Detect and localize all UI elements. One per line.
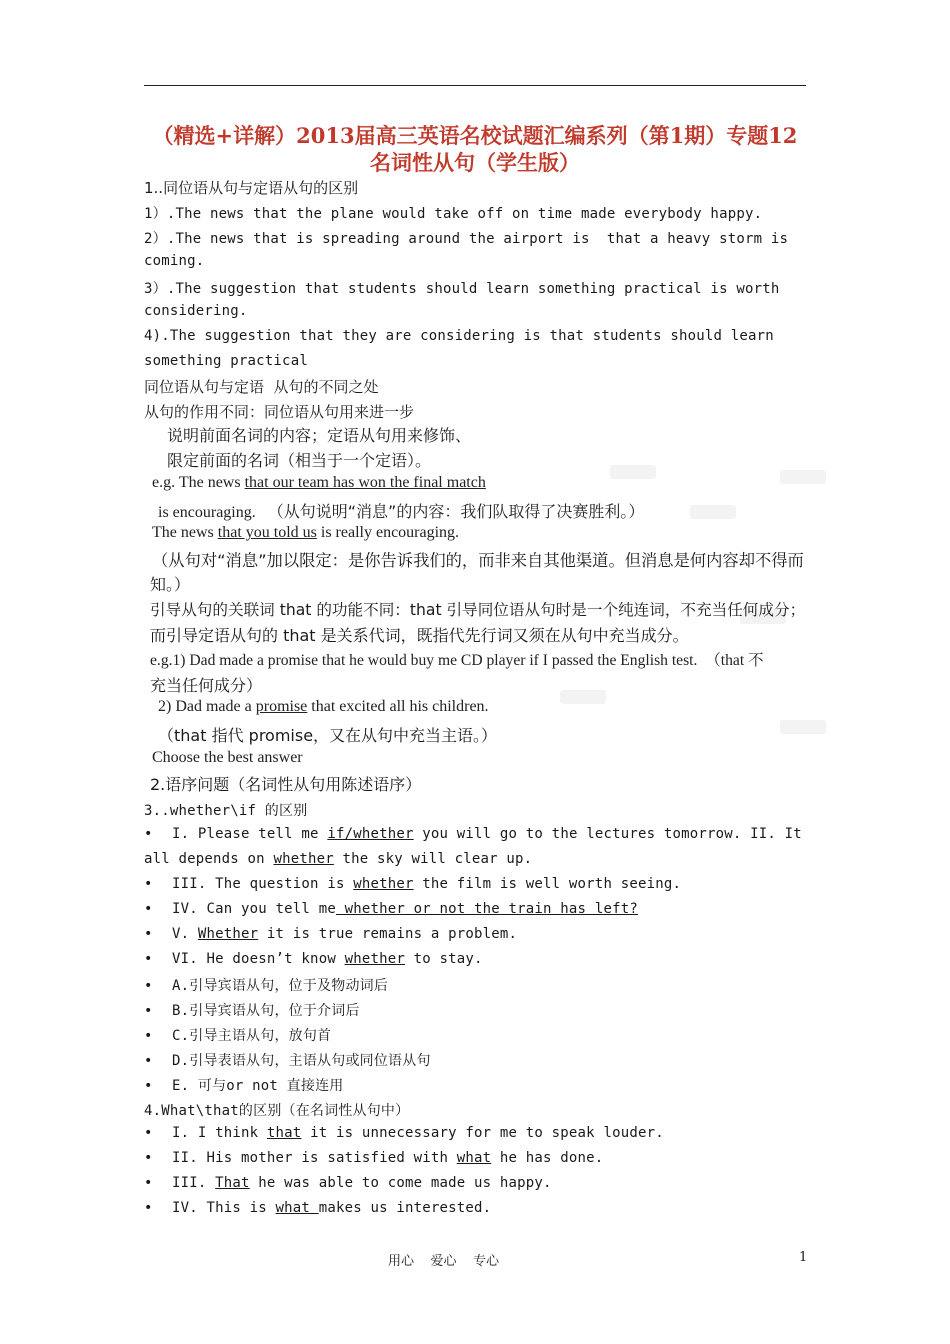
document-title: （精选+详解）2013届高三英语名校试题汇编系列（第1期）专题12 名词性从句（学生版）: [152, 123, 798, 175]
example-eg4: [158, 698, 489, 716]
bullet: •: [144, 951, 153, 967]
footer-motto: 用心 爱心 专心: [388, 1254, 500, 1269]
item-text: it is true remains a problem.: [258, 926, 518, 942]
bullet: •: [144, 1053, 153, 1069]
relative-word-line-1: 引导从句的关联词 that 的功能不同：that 引导同位语从句时是一个纯连词，不充当任何成分；: [150, 601, 806, 619]
clause-role-text: 从句的作用不同：同位语从句用来进一步: [144, 403, 415, 421]
list-item: [144, 1050, 431, 1070]
list-item: [144, 1000, 360, 1020]
bullet: •: [144, 1078, 153, 1094]
bullet: •: [144, 1175, 153, 1191]
item-text: it is unnecessary for me to speak louder.: [301, 1125, 664, 1141]
list-item-continuation: [144, 851, 532, 867]
list-item: [144, 826, 802, 842]
bullet: •: [144, 876, 153, 892]
item-text: B.引导宾语从句，位于介词后: [172, 1003, 360, 1019]
note-line-2b: 知。）: [150, 575, 191, 594]
bullet: •: [144, 1200, 153, 1216]
bullet: •: [144, 1150, 153, 1166]
item-text: II. His mother is satisfied with: [172, 1150, 457, 1166]
item-text: you will go to the lectures tomorrow. II. It: [413, 826, 802, 842]
item-text: III. The question is: [172, 876, 354, 892]
item-underlined: whether: [353, 876, 414, 892]
example-line-3b: considering.: [144, 303, 248, 319]
item-text: III.: [172, 1175, 216, 1191]
list-item: [144, 1175, 552, 1191]
item-text: C.引导主语从句，放句首: [172, 1028, 332, 1044]
item-underlined: if/whether: [327, 826, 414, 842]
section-3-heading: 3..whether\if 的区别: [144, 803, 308, 819]
list-item: [144, 1125, 664, 1141]
bullet: •: [144, 978, 153, 994]
watermark-mark: [780, 470, 826, 484]
page-number: 1: [799, 1250, 808, 1265]
item-text: I. I think: [172, 1125, 267, 1141]
difference-heading: 同位语从句与定语 从句的不同之处: [144, 378, 379, 396]
item-text: D.引导表语从句，主语从句或同位语从句: [172, 1053, 431, 1069]
list-item: [144, 1150, 603, 1166]
bullet: •: [144, 1003, 153, 1019]
eg2-suffix: is really encouraging.: [316, 524, 460, 541]
item-underlined: whether: [344, 951, 405, 967]
eg2-prefix: The news: [152, 524, 218, 541]
example-line-3: 3）.The suggestion that students should learn something practical is worth: [144, 281, 780, 297]
item-text: A.引导宾语从句，位于及物动词后: [172, 978, 389, 994]
example-line-4b: something practical: [144, 353, 308, 369]
list-item: [144, 951, 483, 967]
item-text: the film is well worth seeing.: [413, 876, 682, 892]
item-text: he has done.: [491, 1150, 604, 1166]
note-line-a1: 说明前面名词的内容；定语从句用来修饰、: [167, 426, 472, 445]
item-underlined: that: [266, 1125, 302, 1141]
example-line-1: 1）.The news that the plane would take off on time made everybody happy.: [144, 206, 763, 222]
item-underlined: Whether: [197, 926, 259, 942]
item-underlined: whether: [273, 851, 334, 867]
eg1-prefix: e.g. The news: [152, 474, 245, 491]
list-item: [144, 1025, 331, 1045]
watermark-mark: [610, 465, 656, 479]
item-text: I. Please tell me: [172, 826, 328, 842]
item-text: all depends on: [144, 851, 274, 867]
choose-best-answer: Choose the best answer: [152, 749, 303, 766]
note-line-2a: （从句对“消息”加以限定：是你告诉我们的，而非来自其他渠道。但消息是何内容却不得而: [152, 551, 804, 570]
item-text: VI. He doesn’t know: [172, 951, 345, 967]
item-text: the sky will clear up.: [333, 851, 533, 867]
example-eg1: [152, 474, 486, 492]
eg4-prefix: 2) Dad made a: [158, 698, 256, 715]
watermark-mark: [780, 720, 826, 734]
watermark-mark: [690, 505, 736, 519]
item-text: IV. This is: [172, 1200, 276, 1216]
eg1b-note: （从句说明“消息”的内容：我们队取得了决赛胜利。）: [267, 502, 645, 521]
section-1-heading: 1..同位语从句与定语从句的区别: [144, 179, 359, 197]
list-item: [144, 926, 517, 942]
bullet: •: [144, 1028, 153, 1044]
list-item: [144, 975, 388, 995]
item-text: to stay.: [404, 951, 483, 967]
item-text: E. 可与or not 直接连用: [172, 1078, 344, 1094]
item-text: V.: [172, 926, 198, 942]
example-eg4b: （that 指代 promise，又在从句中充当主语。）: [158, 726, 498, 745]
list-item: [144, 876, 681, 892]
eg1-underlined: that our team has won the final match: [244, 474, 486, 491]
list-item: [144, 1075, 344, 1095]
example-eg1b: [158, 499, 644, 522]
example-line-2: 2）.The news that is spreading around the airport is that a heavy storm is: [144, 231, 789, 247]
example-line-2b: coming.: [144, 253, 205, 269]
bullet: •: [144, 826, 153, 842]
relative-word-line-2: 而引导定语从句的 that 是关系代词，既指代先行词又须在从句中充当成分。: [150, 626, 689, 645]
item-underlined: That: [215, 1175, 250, 1191]
example-eg2: [152, 524, 459, 542]
item-text: he was able to come made us happy.: [249, 1175, 552, 1191]
list-item: [144, 1200, 491, 1216]
section-4-heading: 4.What\that的区别（在名词性从句中）: [144, 1103, 410, 1119]
example-line-4: 4).The suggestion that they are considering is that students should learn: [144, 328, 774, 344]
item-text: makes us interested.: [318, 1200, 492, 1216]
section-2-heading: 2.语序问题（名词性从句用陈述语序）: [150, 775, 422, 794]
eg4-underlined: promise: [255, 698, 308, 715]
header-rule: [144, 85, 806, 86]
eg2-underlined: that you told us: [217, 524, 317, 541]
eg4-suffix: that excited all his children.: [307, 698, 489, 715]
item-text: IV. Can you tell me: [172, 901, 336, 917]
note-line-a2: 限定前面的名词（相当于一个定语）。: [167, 451, 432, 470]
watermark-mark: [560, 690, 606, 704]
item-underlined: whether or not the train has left?: [335, 901, 638, 917]
bullet: •: [144, 901, 153, 917]
list-item: [144, 901, 638, 917]
example-eg3: e.g.1) Dad made a promise that he would buy me CD player if I passed the English test. （that 不: [150, 652, 764, 669]
item-underlined: what: [275, 1200, 319, 1216]
bullet: •: [144, 1125, 153, 1141]
example-eg3b: 充当任何成分）: [150, 676, 263, 695]
item-underlined: what: [456, 1150, 492, 1166]
bullet: •: [144, 926, 153, 942]
eg1b-text: is encouraging.: [158, 504, 256, 521]
